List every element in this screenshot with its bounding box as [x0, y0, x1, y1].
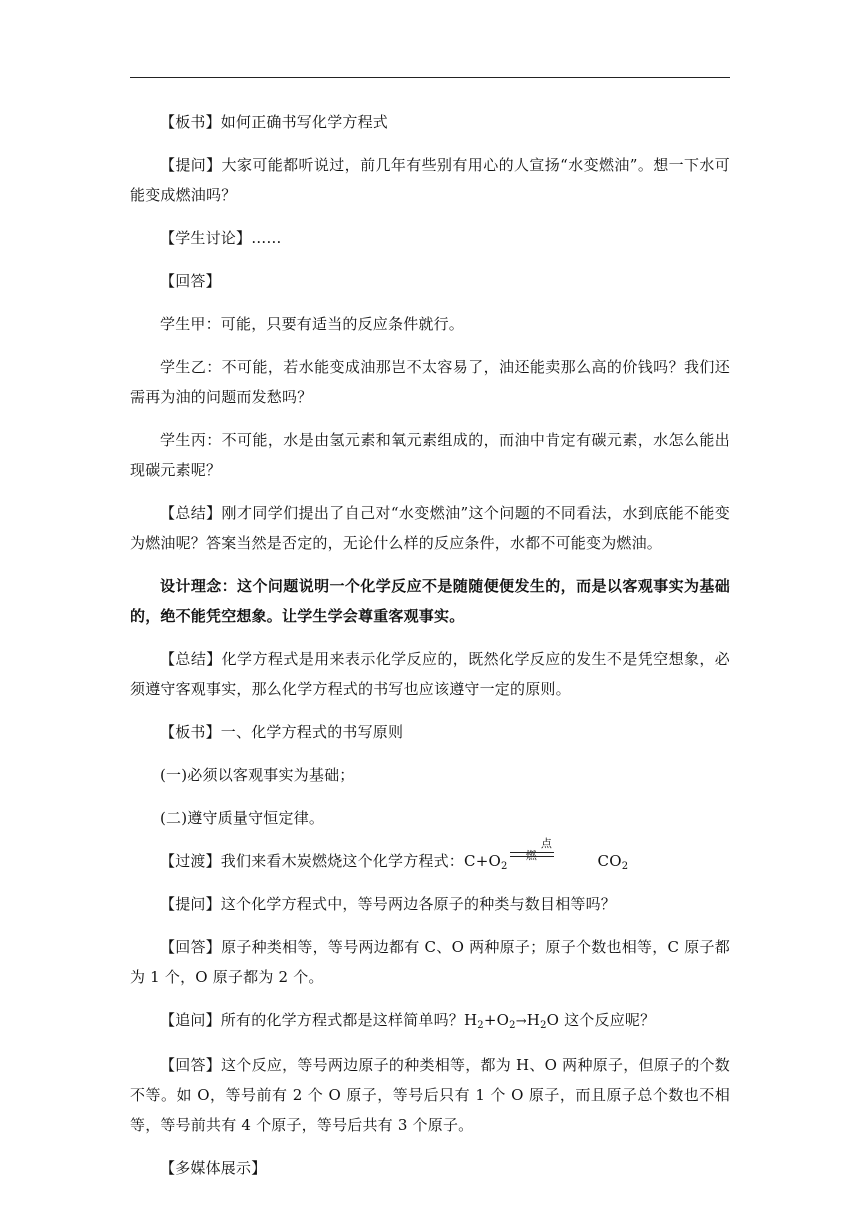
transition-paragraph	[130, 837, 730, 876]
principle-1: (一)必须以客观事实为基础；	[160, 766, 355, 784]
design-concept-paragraph: 设计理念：这个问题说明一个化学反应不是随随便便发生的，而是以客观事实为基础的，绝不能凭空想象。让学生学会尊重客观事实。	[130, 577, 730, 625]
question-paragraph-2: 【提问】这个化学方程式中，等号两边各原子的种类与数目相等吗？	[160, 895, 617, 913]
carbon-equation: $C+O_2$ 点燃 $CO_2$	[464, 837, 629, 872]
student-b-paragraph: 学生乙：不可能，若水能变成油那岂不太容易了，油还能卖那么高的价钱吗？我们还需再为油的问题而发愁吗？	[130, 358, 730, 406]
question-paragraph: 【提问】大家可能都听说过，前几年有些别有用心的人宣扬“水变燃油”。想一下水可能变成燃油吗？	[130, 156, 730, 204]
discussion-paragraph: 【学生讨论】……	[160, 229, 282, 247]
condition-label: 点燃	[525, 837, 553, 862]
follow-up-paragraph: 【追问】所有的化学方程式都是这样简单吗？$H_2+O_2\to H_2O$ 这个反应呢？	[160, 1011, 656, 1031]
answer-paragraph-2: 【回答】这个反应，等号两边原子的种类相等，都为 H、O 两种原子，但原子的个数不等。如 O，等号前有 2 个 O 原子，等号后只有 1 个 O 原子，而且原子总个数也不相等，等号前共有 4 个原子，等号后共有 3 个原子。	[130, 1056, 730, 1134]
summary-paragraph-2: 【总结】化学方程式是用来表示化学反应的，既然化学反应的发生不是凭空想象，必须遵守客观事实，那么化学方程式的书写也应该遵守一定的原则。	[130, 650, 730, 698]
summary-paragraph: 【总结】刚才同学们提出了自己对“水变燃油”这个问题的不同看法，水到底能不能变为燃油呢？答案当然是否定的，无论什么样的反应条件，水都不可能变为燃油。	[130, 504, 730, 552]
student-c-paragraph: 学生丙：不可能，水是由氢元素和氧元素组成的，而油中肯定有碳元素，水怎么能出现碳元素呢？	[130, 431, 730, 479]
student-a-paragraph: 学生甲：可能，只要有适当的反应条件就行。	[160, 315, 465, 333]
answer-paragraph: 【回答】原子种类相等，等号两边都有 C、O 两种原子；原子个数也相等，C 原子都为 1 个，O 原子都为 2 个。	[130, 938, 730, 986]
multimedia-heading: 【多媒体展示】	[160, 1159, 267, 1177]
document-body	[130, 107, 730, 1196]
equals-line-top	[510, 852, 554, 853]
equals-line-bottom	[510, 856, 554, 857]
principle-2: (二)遵守质量守恒定律。	[160, 809, 325, 827]
reaction-condition	[510, 837, 554, 868]
board-heading: 【板书】如何正确书写化学方程式	[160, 113, 389, 131]
header-rule	[130, 77, 730, 78]
hydrogen-equation: $H_2+O_2\to H_2O$	[464, 1011, 560, 1031]
answer-heading: 【回答】	[160, 272, 221, 290]
transition-text: 【过渡】我们来看木炭燃烧这个化学方程式：	[160, 852, 465, 870]
reaction-arrow: →	[515, 1014, 527, 1029]
board-principles-heading: 【板书】一、化学方程式的书写原则	[160, 723, 404, 741]
